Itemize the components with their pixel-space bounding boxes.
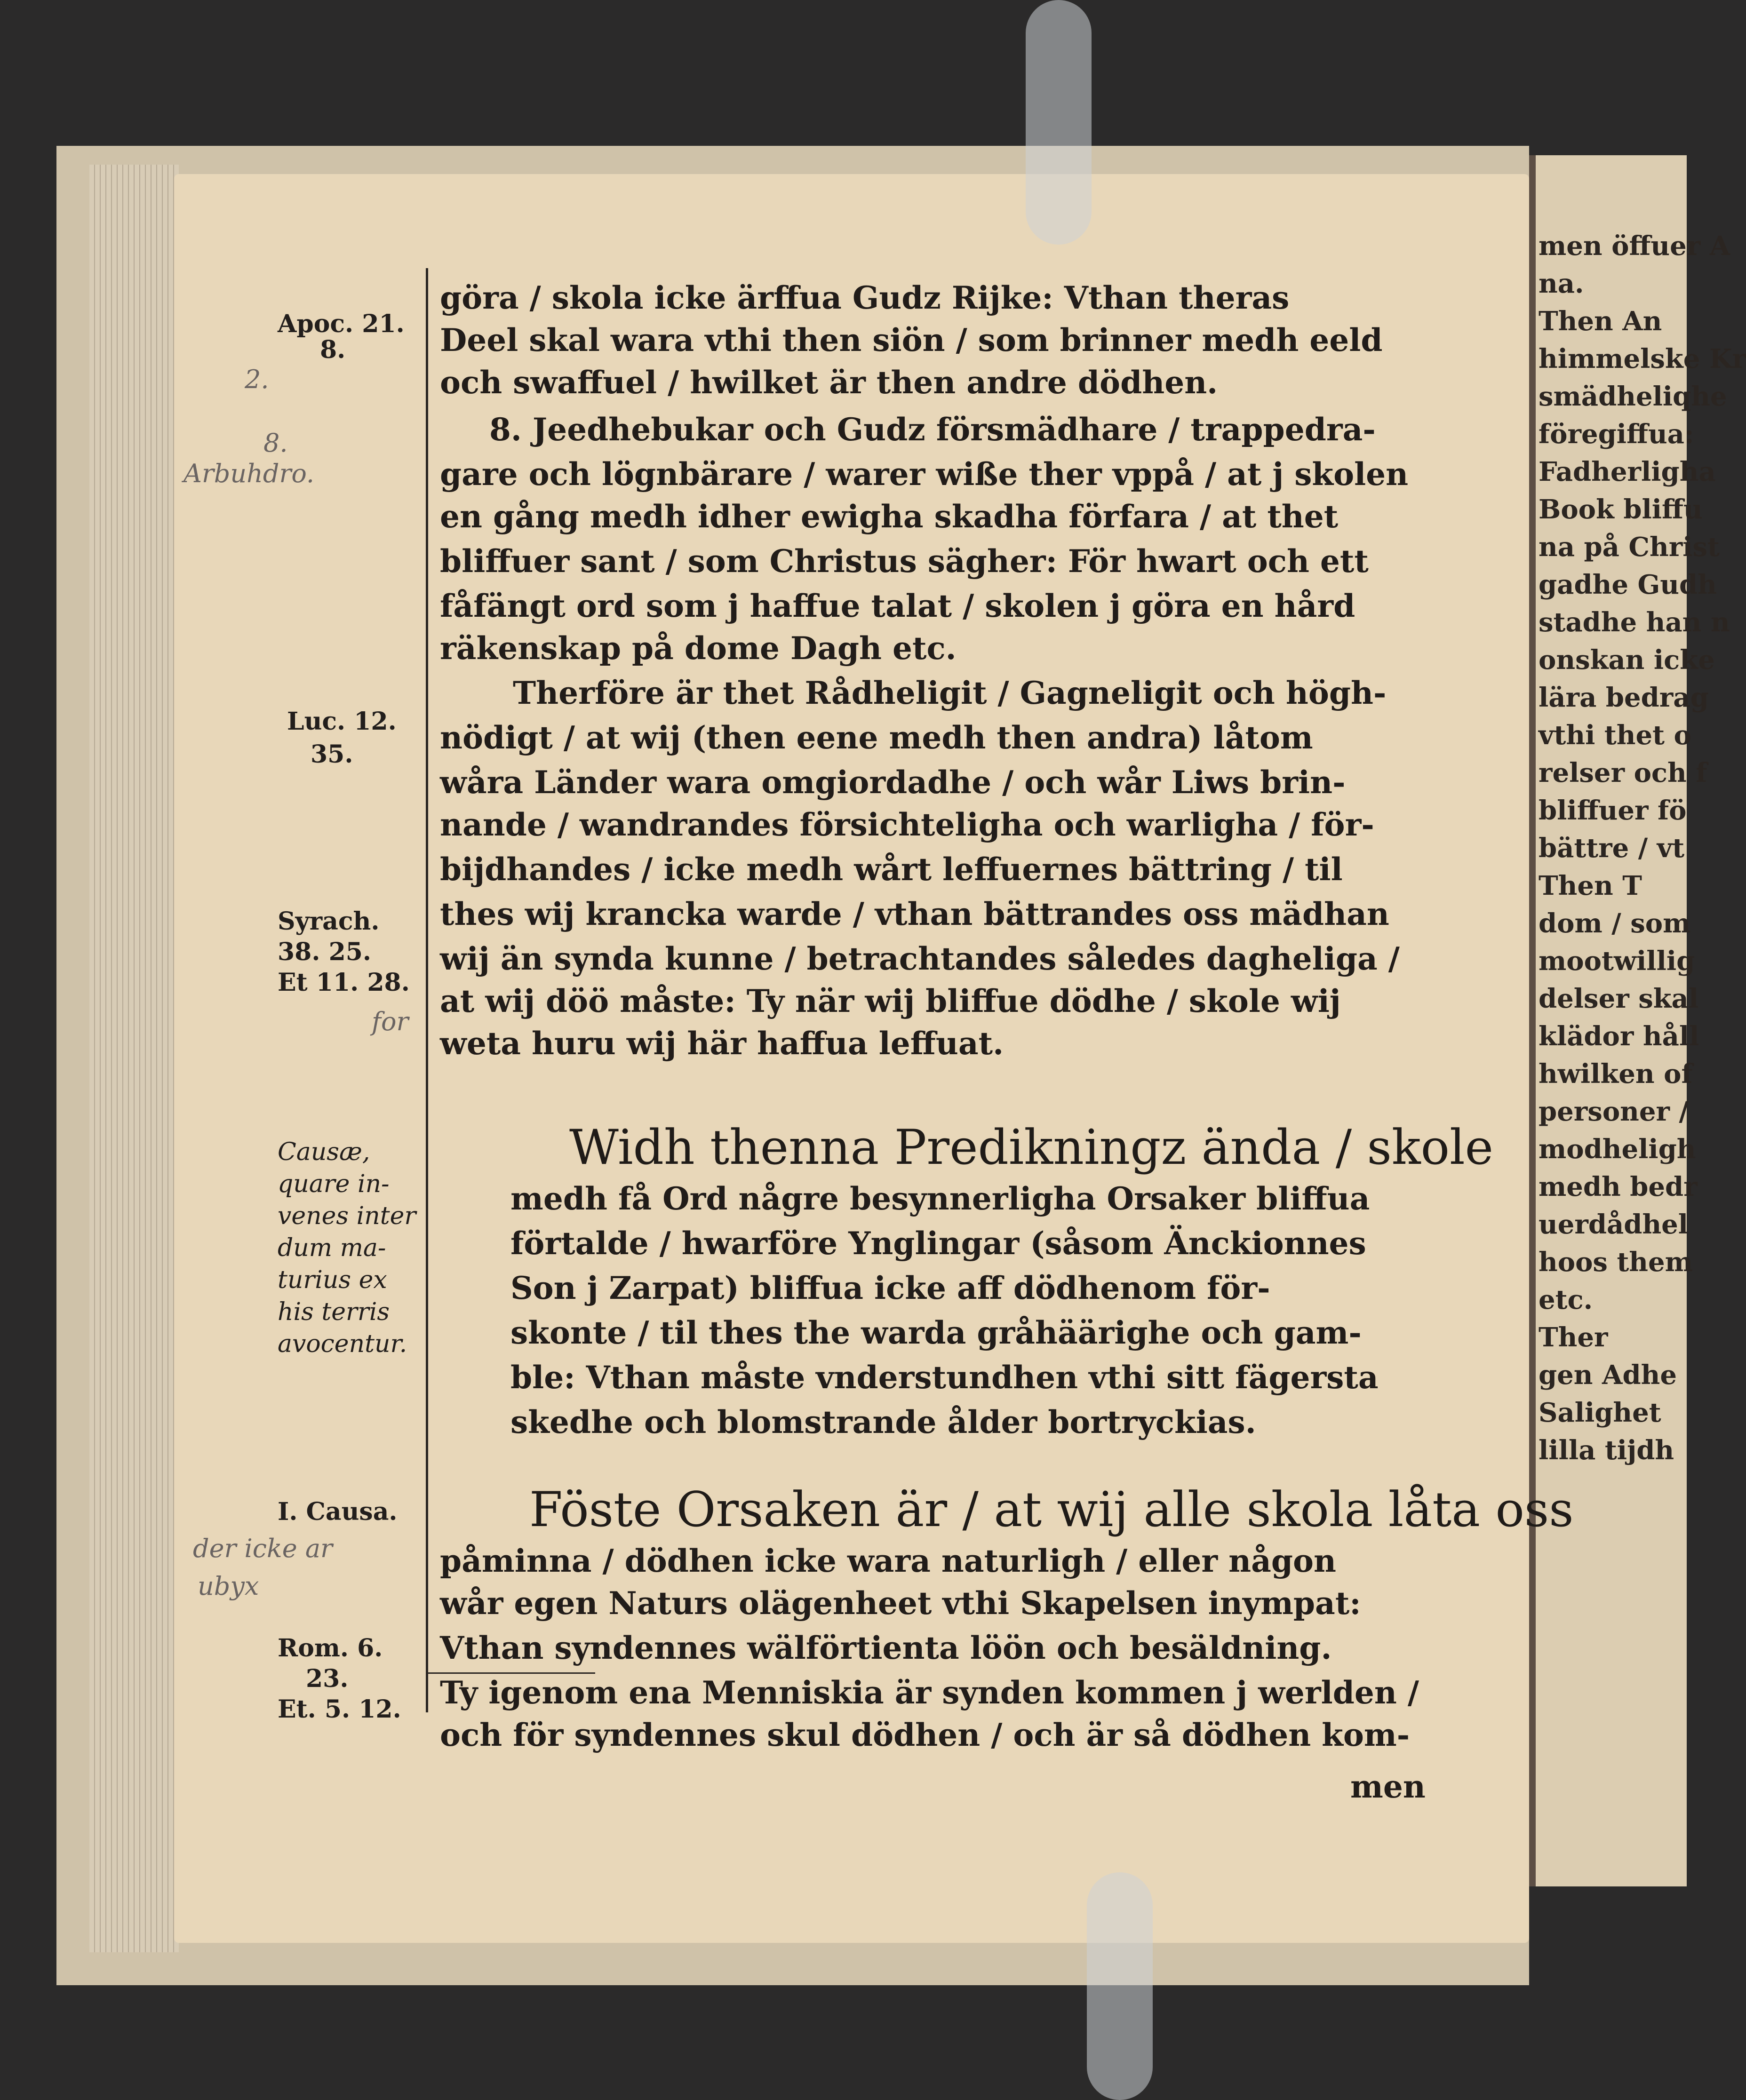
text-line: Therföre är thet Rådheligit / Gagneligit och högh- [513,675,1387,711]
facing-text-line: Then T [1539,870,1642,901]
text-line: göra / skola icke ärffua Gudz Rijke: Vthan theras [440,279,1290,316]
margin-rule [426,268,428,1712]
text-line: Ty igenom ena Menniskia är synden kommen j werlden / [440,1674,1419,1711]
page-edges [89,165,179,1952]
text-line: skedhe och blomstrande ålder bortryckias. [510,1404,1256,1440]
pencil-note: 8. [263,428,288,458]
facing-text-line: delser skal [1539,983,1699,1014]
facing-text-line: föregiffua: [1539,419,1694,450]
facing-text-line: Fadherligha [1539,456,1716,487]
causae-line: avocentur. [278,1330,407,1358]
text-line: nande / wandrandes försichteligha och warligha / för- [440,806,1374,843]
facing-text-line: stadhe han n [1539,607,1730,638]
facing-text-line: na. [1539,268,1584,299]
text-line: påminna / dödhen icke wara naturligh / eller någon [440,1543,1337,1579]
facing-text-line: uerdådhel [1539,1209,1689,1240]
pencil-note: der icke ar [193,1534,333,1563]
text-line: Son j Zarpat) bliffua icke aff dödhenom för- [510,1270,1270,1306]
text-line: Vthan syndennes wälförtienta löön och besäldning. [440,1630,1332,1666]
margin-note-causae [278,1136,416,1360]
facing-text-line: modheligh [1539,1134,1696,1165]
margin-note-causa-1: I. Causa. [278,1497,398,1526]
text-line: skonte / til thes the warda gråhäärighe och gam- [510,1314,1362,1351]
causae-line: his terris [278,1298,390,1326]
text-line: förtalde / hwarföre Ynglingar (såsom Änckionnes [510,1225,1366,1262]
margin-note-syrach-verse-2: Et 11. 28. [278,968,410,997]
text-line: ble: Vthan måste vnderstundhen vthi sitt fägersta [510,1359,1379,1396]
facing-text-line: Book bliffu [1539,494,1703,525]
facing-text-line: dom / som [1539,908,1691,939]
margin-note-syrach: Syrach. [278,907,380,936]
section-heading-line: Widh thenna Predikningz ända / skole [569,1120,1494,1176]
pencil-note: 2. [245,365,269,394]
facing-text-line: etc. [1539,1284,1593,1315]
catchword: men [1350,1768,1426,1805]
facing-text-line: bliffuer fö [1539,795,1687,826]
margin-note-luc: Luc. 12. [287,707,397,736]
facing-text-line: mootwillig [1539,946,1695,977]
text-line: bliffuer sant / som Christus sägher: För hwart och ett [440,543,1369,580]
pencil-note: Arbuhdro. [183,459,315,488]
book-clip-top [1026,0,1092,245]
text-line: gare och lögnbärare / warer wiße ther vppå / at j skolen [440,456,1409,493]
text-line: medh få Ord någre besynnerligha Orsaker bliffua [510,1180,1370,1217]
facing-text-line: onskan icke [1539,644,1715,676]
pencil-note: for [372,1007,409,1036]
margin-note-luc-verse: 35. [311,740,353,769]
facing-text-line: lilla tijdh [1539,1435,1674,1466]
text-line: och för syndennes skul dödhen / och är så dödhen kom- [440,1717,1410,1753]
book-clip-bottom [1087,1872,1153,2100]
text-line: nödigt / at wij (then eene medh then andra) låtom [440,719,1313,756]
text-line: och swaffuel / hwilket är then andre dödhen. [440,364,1218,401]
pencil-note: ubyx [198,1571,259,1601]
facing-text-line: gadhe Gudh [1539,569,1717,600]
text-line: at wij döö måste: Ty när wij bliffue dödhe / skole wij [440,983,1341,1019]
facing-text-line: hoos them [1539,1247,1693,1278]
facing-text-line: medh bedr [1539,1171,1698,1202]
facing-text-line: Then An [1539,306,1662,337]
text-line: räkenskap på dome Dagh etc. [440,630,957,667]
text-line: 8. Jeedhebukar och Gudz försmädhare / trappedra- [489,411,1376,448]
facing-text-line: himmelske Kr [1539,343,1746,374]
causae-line: turius ex [278,1266,387,1294]
facing-text-line: Salighet [1539,1397,1661,1428]
text-line: fåfängt ord som j haffue talat / skolen j göra en hård [440,588,1355,624]
text-line: wår egen Naturs olägenheet vthi Skapelsen inympat: [440,1585,1361,1622]
causae-line: venes inter [278,1202,416,1230]
text-line: weta huru wij här haffua leffuat. [440,1025,1004,1062]
text-line: bijdhandes / icke medh wårt leffuernes bättring / til [440,851,1343,888]
causae-line: dum ma- [278,1234,386,1262]
facing-text-line: vthi thet o [1539,720,1691,751]
text-line: thes wij krancka warde / vthan bättrandes oss mädhan [440,896,1389,932]
text-line: wij än synda kunne / betrachtandes således dagheliga / [440,940,1400,977]
facing-text-line: personer / [1539,1096,1689,1127]
text-line: en gång medh idher ewigha skadha förfara / at thet [440,498,1339,535]
causae-line: quare in- [278,1170,390,1198]
margin-note-rom-verse: 23. [306,1664,349,1693]
facing-text-line: Ther [1539,1322,1608,1353]
facing-text-line: relser och f [1539,757,1707,788]
margin-note-apoc-verse: 8. [320,335,346,364]
facing-text-line: na på Christ [1539,532,1720,563]
margin-note-rom-verse-2: Et. 5. 12. [278,1695,401,1724]
section-heading-line: Föste Orsaken är / at wij alle skola låta oss [529,1482,1574,1538]
margin-rule-short [426,1672,595,1674]
facing-text-line: klädor håll [1539,1021,1699,1052]
text-line: Deel skal wara vthi then siön / som brinner medh eeld [440,322,1383,358]
margin-note-apoc: Apoc. 21. [278,310,405,338]
facing-text-line: bättre / vt [1539,833,1685,864]
facing-text-line: lära bedrag [1539,682,1709,713]
facing-text-line: men öffuer A [1539,231,1730,262]
margin-note-rom: Rom. 6. [278,1634,383,1662]
margin-note-syrach-verse: 38. 25. [278,938,372,966]
facing-text-line: gen Adhe [1539,1360,1677,1391]
causae-line: Causæ, [278,1138,370,1166]
facing-text-line: smädheliqhe [1539,381,1727,412]
text-line: wåra Länder wara omgiordadhe / och wår Liws brin- [440,764,1346,801]
facing-text-line: hwilken of [1539,1058,1693,1090]
